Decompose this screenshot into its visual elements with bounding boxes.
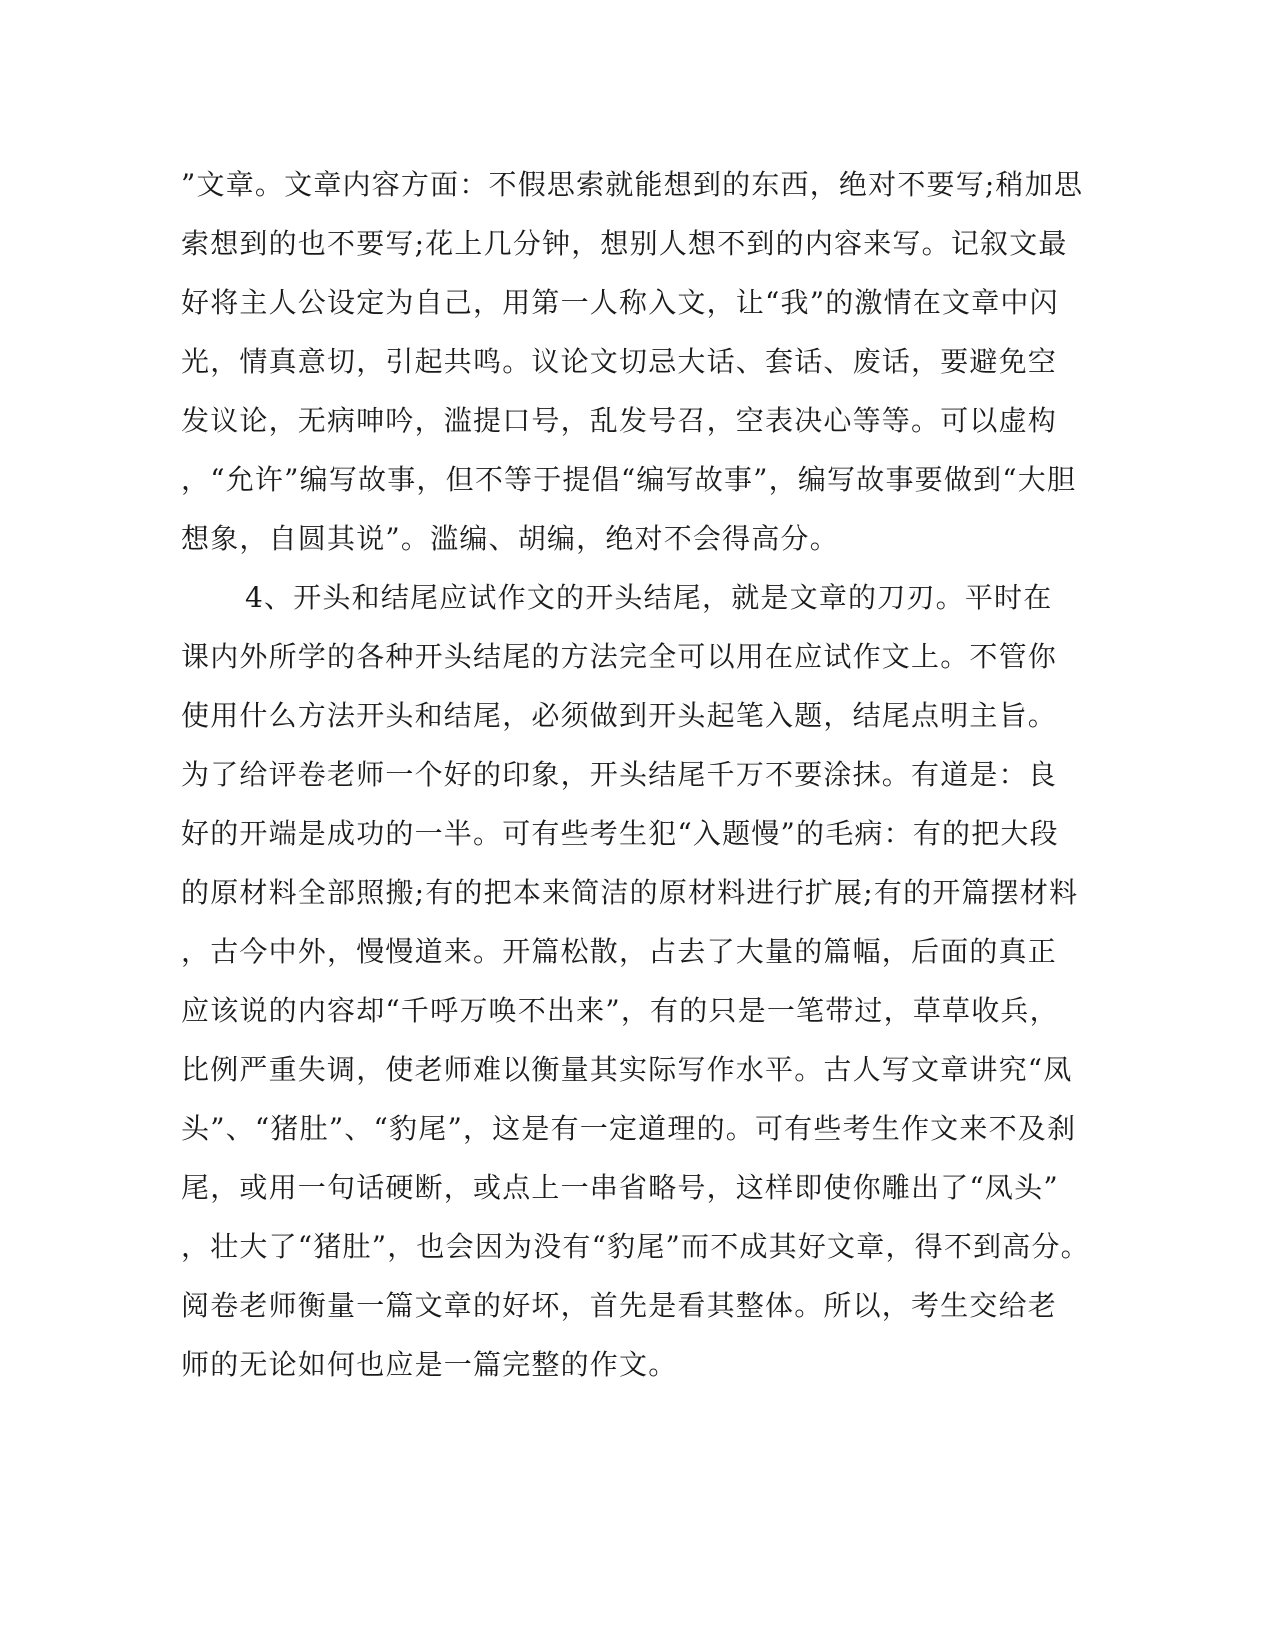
text-line: 尾，或用一句话硬断，或点上一串省略号，这样即使你雕出了“凤头” [181,1171,1059,1204]
text-line: 课内外所学的各种开头结尾的方法完全可以用在应试作文上。不管你 [181,640,1058,673]
paragraph [181,155,1084,568]
text-line: 想象，自圆其说”。滥编、胡编，绝对不会得高分。 [181,522,839,555]
text-line: 使用什么方法开头和结尾，必须做到开头起笔入题，结尾点明主旨。 [181,699,1058,732]
text-line: 的原材料全部照搬;有的把本来简洁的原材料进行扩展;有的开篇摆材料 [181,876,1079,909]
paragraph [181,568,1090,1394]
text-line: 应该说的内容却“千呼万唤不出来”，有的只是一笔带过，草草收兵， [181,994,1059,1027]
text-line: 阅卷老师衡量一篇文章的好坏，首先是看其整体。所以，考生交给老 [181,1289,1058,1322]
text-line: ”文章。文章内容方面：不假思索就能想到的东西，绝对不要写;稍加思 [181,168,1084,201]
document-body [181,155,1090,1394]
text-line: 光，情真意切，引起共鸣。议论文切忌大话、套话、废话，要避免空 [181,345,1058,378]
text-line: 师的无论如何也应是一篇完整的作文。 [181,1348,678,1381]
text-line: ，古今中外，慢慢道来。开篇松散，占去了大量的篇幅，后面的真正 [181,935,1058,968]
text-line: 比例严重失调，使老师难以衡量其实际写作水平。古人写文章讲究“凤 [181,1053,1073,1086]
text-line: 索想到的也不要写;花上几分钟，想别人想不到的内容来写。记叙文最 [181,227,1068,260]
text-line: 4、开头和结尾应试作文的开头结尾，就是文章的刀刃。平时在 [245,581,1053,614]
text-line: ，壮大了“猪肚”，也会因为没有“豹尾”而不成其好文章，得不到高分。 [181,1230,1090,1263]
text-line: ，“允许”编写故事，但不等于提倡“编写故事”，编写故事要做到“大胆 [181,463,1077,496]
text-line: 头”、“猪肚”、“豹尾”，这是有一定道理的。可有些考生作文来不及刹 [181,1112,1077,1145]
text-line: 发议论，无病呻吟，滥提口号，乱发号召，空表决心等等。可以虚构 [181,404,1058,437]
text-line: 为了给评卷老师一个好的印象，开头结尾千万不要涂抹。有道是：良 [181,758,1058,791]
text-line: 好的开端是成功的一半。可有些考生犯“入题慢”的毛病：有的把大段 [181,817,1059,850]
text-line: 好将主人公设定为自己，用第一人称入文，让“我”的激情在文章中闪 [181,286,1059,319]
